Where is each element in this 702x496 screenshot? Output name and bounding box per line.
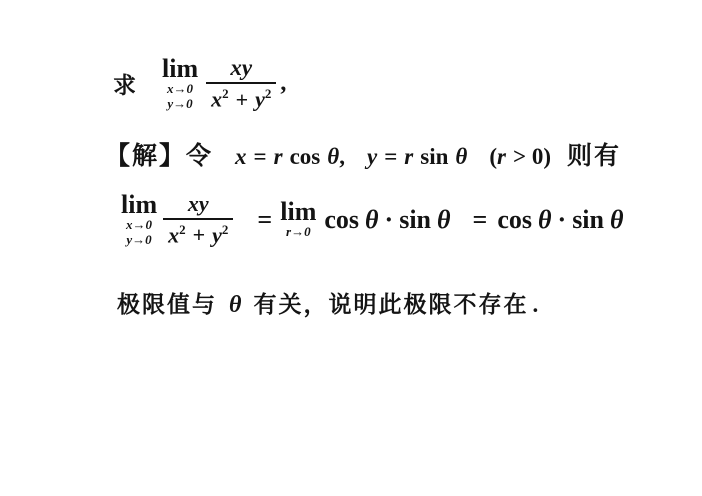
condition-r-positive — [489, 144, 551, 170]
substitution-y — [367, 144, 467, 170]
limit-subscript-y: y→0 — [167, 95, 193, 111]
limit-subscript-x: x→0 — [126, 217, 153, 232]
limit-operator — [121, 192, 157, 248]
den-exponent-y: 2 — [264, 86, 272, 102]
problem-prompt: 求 — [113, 73, 138, 100]
den-var-y: y — [212, 222, 222, 247]
den-var-x: x — [211, 86, 223, 112]
theta-symbol: θ — [365, 204, 379, 234]
equals-sign: = — [472, 204, 488, 234]
var-x: x — [235, 144, 247, 169]
equals-sign: = — [384, 144, 398, 169]
theta-symbol: θ — [437, 204, 451, 234]
limit-operator — [162, 56, 198, 112]
cos-function: cos — [324, 204, 360, 234]
limit-operator-r — [280, 199, 316, 240]
dot-operator: · — [384, 204, 394, 234]
den-exponent-y: 2 — [221, 221, 229, 237]
plus-operator: + — [235, 86, 249, 112]
theta-symbol: θ — [610, 204, 624, 234]
comma: , — [339, 144, 345, 169]
fraction-numerator: xy — [187, 190, 209, 216]
greater-than-zero: > 0) — [512, 144, 551, 169]
var-r: r — [497, 144, 506, 169]
conclusion-line — [117, 286, 538, 319]
final-period: . — [532, 292, 539, 317]
substitution-x — [235, 144, 345, 170]
den-var-y: y — [255, 86, 265, 112]
trailing-comma: , — [280, 70, 287, 97]
fraction-numerator: xy — [230, 55, 253, 81]
limit-subscript-y: y→0 — [126, 231, 152, 247]
equals-sign: = — [257, 204, 273, 234]
sin-function: sin — [572, 204, 604, 234]
cos-sin-product-result — [497, 205, 623, 235]
solution-tag: 【解】 — [105, 141, 187, 170]
cos-function: cos — [497, 204, 533, 234]
lim-label: lim — [121, 190, 158, 219]
equation-line — [121, 192, 624, 248]
limit-subscript-r: r→0 — [286, 224, 311, 240]
theta-symbol: θ — [538, 204, 552, 234]
fraction-xy-over-x2-plus-y2 — [163, 190, 233, 248]
limit-subscript-x: x→0 — [167, 81, 194, 96]
var-r: r — [273, 144, 283, 169]
var-y: y — [366, 144, 378, 169]
fraction-denominator — [206, 82, 276, 112]
equals-sign: = — [253, 144, 267, 169]
fraction-xy-over-x2-plus-y2 — [206, 56, 276, 112]
fraction-denominator — [163, 218, 233, 248]
open-paren: ( — [489, 144, 498, 169]
conclusion-text-before: 极限值与 — [117, 292, 217, 318]
problem-line — [113, 56, 286, 112]
var-r: r — [404, 144, 414, 169]
solution-line — [105, 136, 621, 172]
sin-function: sin — [420, 144, 449, 169]
sin-function: sin — [399, 204, 432, 234]
den-exponent-x: 2 — [222, 86, 229, 102]
dot-operator: · — [557, 204, 567, 234]
den-exponent-x: 2 — [179, 221, 186, 237]
lim-label: lim — [280, 197, 317, 227]
cos-function: cos — [289, 144, 321, 169]
let-label: 令 — [186, 141, 214, 170]
then-label: 则有 — [566, 141, 621, 170]
theta-symbol: θ — [455, 144, 468, 169]
theta-symbol: θ — [229, 292, 242, 318]
theta-symbol: θ — [327, 144, 340, 169]
cos-sin-product — [324, 205, 450, 235]
conclusion-text-after: 有关，说明此极限不存在 — [253, 292, 529, 318]
plus-operator: + — [192, 222, 206, 247]
lim-label: lim — [162, 54, 199, 83]
den-var-x: x — [168, 222, 180, 247]
